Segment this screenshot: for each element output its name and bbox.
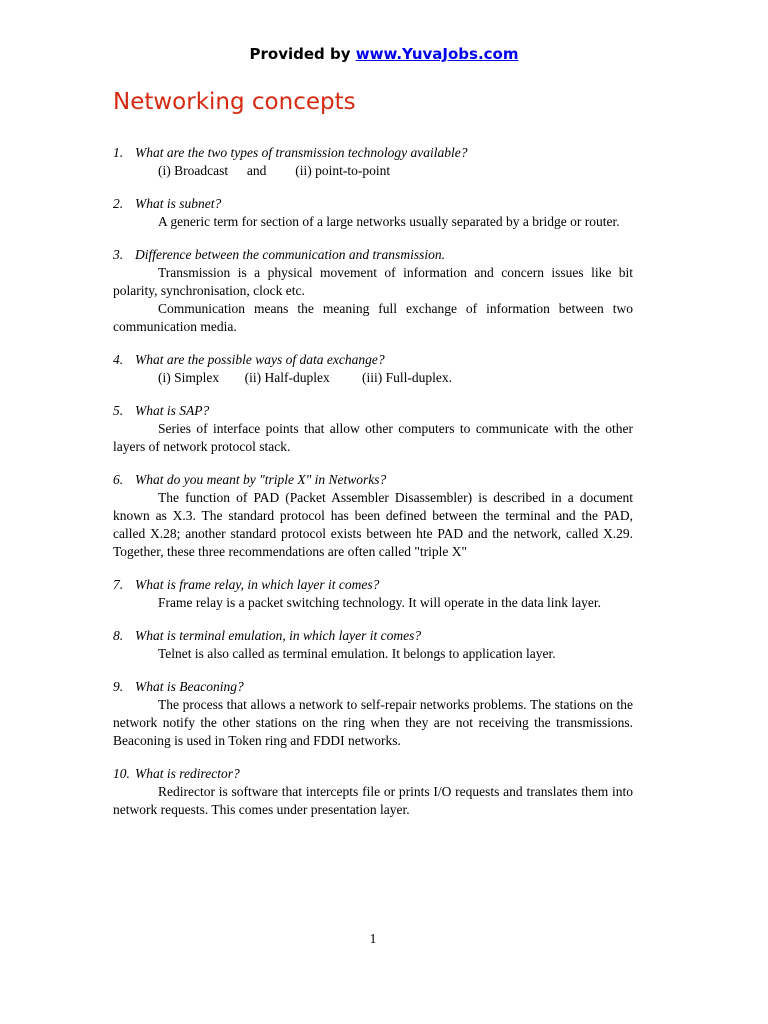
page-title: Networking concepts <box>113 89 356 115</box>
answer-text: Redirector is software that intercepts file or prints I/O requests and translates them into network requests. This comes under presentation layer. <box>113 784 633 817</box>
question-item-9 <box>113 678 633 750</box>
option: (iii) Full-duplex. <box>361 370 452 385</box>
question-number: 6. <box>113 472 124 487</box>
question-item-4 <box>113 351 633 387</box>
answer-text: Series of interface points that allow other computers to communicate with the other layers of network protocol stack. <box>113 421 633 454</box>
question-number: 4. <box>113 352 124 367</box>
option: (i) Broadcast <box>158 163 229 178</box>
question-text <box>113 576 633 594</box>
answer-text: Telnet is also called as terminal emulation. It belongs to application layer. <box>158 646 556 661</box>
question-label: What is terminal emulation, in which layer it comes? <box>135 628 422 643</box>
yuvajobs-link[interactable]: www.YuvaJobs.com <box>355 45 519 63</box>
question-label: What are the two types of transmission technology available? <box>135 145 468 160</box>
question-item-7 <box>113 576 633 612</box>
answer-text: The process that allows a network to self-repair networks problems. The stations on the network notify the other stations on the ring when they are not receiving the transmissions. Beaconing is used in Token ring and FDDI networks. <box>113 697 633 748</box>
question-number: 5. <box>113 403 124 418</box>
question-item-3 <box>113 246 633 336</box>
question-text <box>113 402 633 420</box>
answer-text: The function of PAD (Packet Assembler Disassembler) is described in a document known as X.3. The standard protocol has been defined between the terminal and the PAD, called X.28; another standard protocol exists between hte PAD and the network, called X.29. Together, these three recommendations are often called "triple X" <box>113 490 633 559</box>
question-label: What is frame relay, in which layer it comes? <box>135 577 380 592</box>
question-item-1 <box>113 144 633 180</box>
question-text <box>113 678 633 696</box>
answer-text: Frame relay is a packet switching technology. It will operate in the data link layer. <box>158 595 601 610</box>
question-number: 2. <box>113 196 124 211</box>
page-number: 1 <box>369 931 377 946</box>
answer-options <box>113 369 633 387</box>
question-label: What are the possible ways of data exchange? <box>135 352 385 367</box>
question-text <box>113 246 633 264</box>
question-item-6 <box>113 471 633 561</box>
question-item-5 <box>113 402 633 456</box>
question-number: 9. <box>113 679 124 694</box>
option: (ii) Half-duplex <box>244 370 330 385</box>
question-item-8 <box>113 627 633 663</box>
question-number: 8. <box>113 628 124 643</box>
question-label: Difference between the communication and transmission. <box>135 247 445 262</box>
question-text <box>113 471 633 489</box>
question-list <box>113 144 633 834</box>
question-label: What is redirector? <box>135 766 240 781</box>
question-label: What is Beaconing? <box>135 679 244 694</box>
question-text <box>113 351 633 369</box>
answer-text: A generic term for section of a large networks usually separated by a bridge or router. <box>158 214 620 229</box>
question-label: What is subnet? <box>135 196 222 211</box>
question-number: 10. <box>113 766 130 781</box>
question-number: 1. <box>113 145 124 160</box>
provided-by-header <box>0 45 768 63</box>
answer-options <box>113 162 633 180</box>
option: (ii) point-to-point <box>295 163 391 178</box>
answer-text: Communication means the meaning full exchange of information between two communication media. <box>113 301 633 334</box>
question-label: What do you meant by "triple X" in Networks? <box>135 472 387 487</box>
question-text <box>113 144 633 162</box>
question-text <box>113 765 633 783</box>
question-text <box>113 627 633 645</box>
question-number: 7. <box>113 577 124 592</box>
option: and <box>246 163 267 178</box>
header-prefix: Provided by <box>249 45 356 63</box>
option: (i) Simplex <box>158 370 220 385</box>
answer-text: Transmission is a physical movement of information and concern issues like bit polarity, synchronisation, clock etc. <box>113 265 633 298</box>
question-item-2 <box>113 195 633 231</box>
question-text <box>113 195 633 213</box>
question-label: What is SAP? <box>135 403 210 418</box>
question-number: 3. <box>113 247 124 262</box>
question-item-10 <box>113 765 633 819</box>
